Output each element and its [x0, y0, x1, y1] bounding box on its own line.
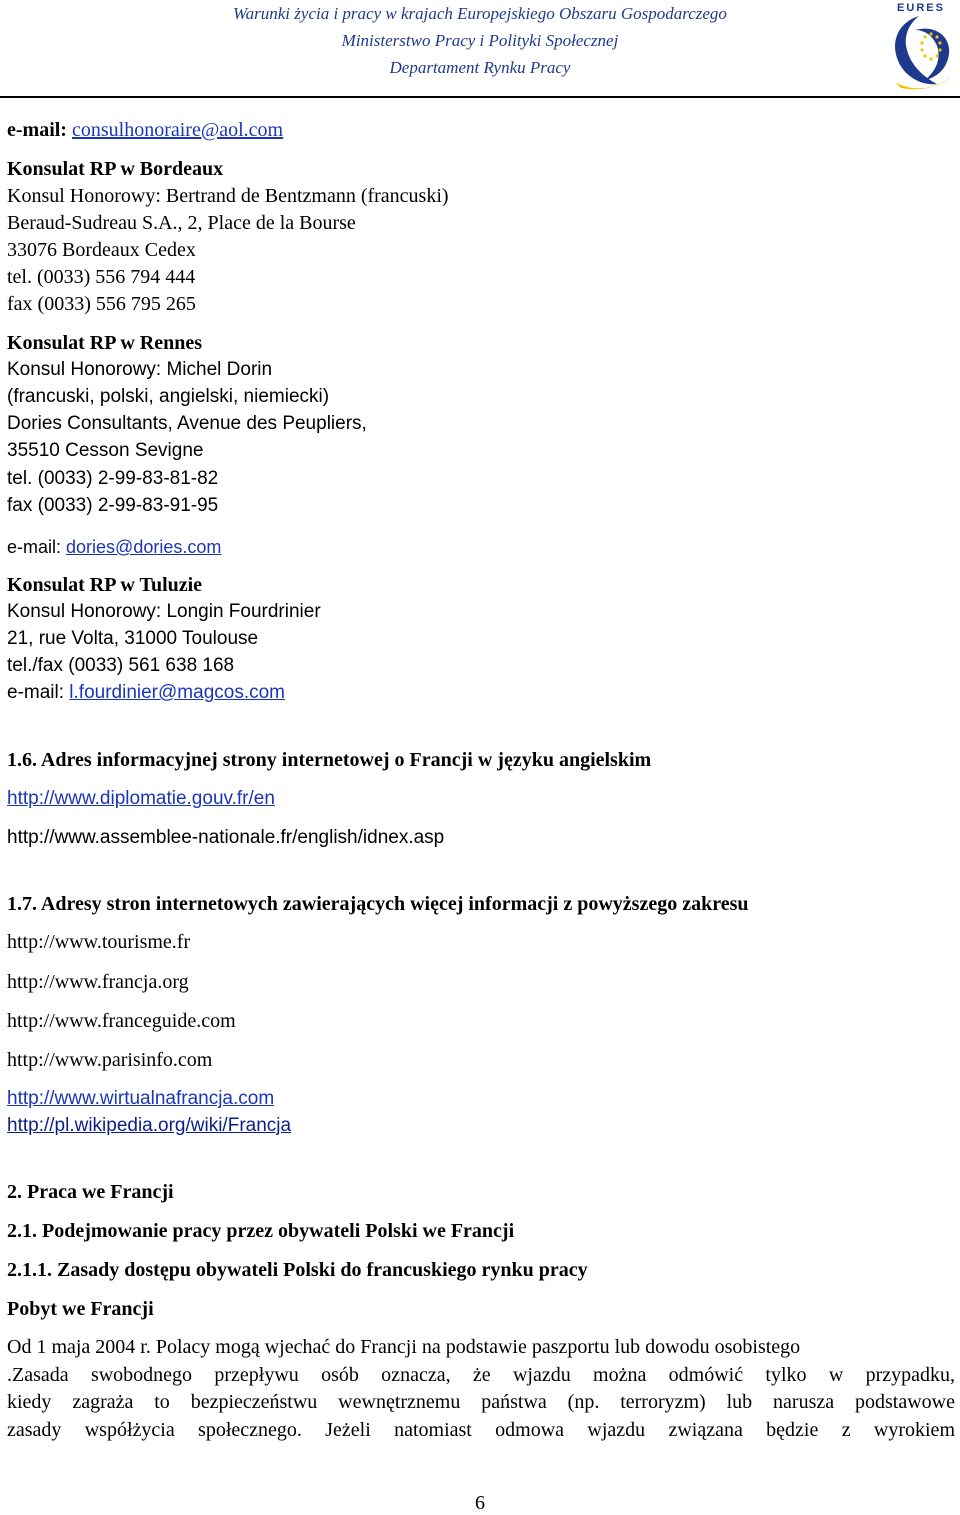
- tuluza-email-line: [7, 681, 285, 705]
- rennes-tel: tel. (0033) 2-99-83-81-82: [7, 468, 219, 489]
- bordeaux-consul: Konsul Honorowy: Bertrand de Bentzmann (francuski): [7, 185, 449, 207]
- rennes-address2: 35510 Cesson Sevigne: [7, 440, 204, 461]
- header-ministry: Ministerstwo Pracy i Polityki Społecznej: [341, 31, 619, 50]
- bordeaux-title: Konsulat RP w Bordeaux: [7, 158, 224, 180]
- diplomatie-link-row: [7, 787, 275, 811]
- tuluza-title: Konsulat RP w Tuluzie: [7, 574, 203, 596]
- rennes-address1: Dories Consultants, Avenue des Peupliers,: [7, 413, 367, 434]
- header-department: Departament Rynku Pracy: [389, 58, 571, 77]
- paragraph-line: .Zasada swobodnego przepływu osób oznacza, że wjazdu można odmówić tylko w przypadku,: [7, 1363, 955, 1386]
- header-title: Warunki życia i pracy w krajach Europejskiego Obszaru Gospodarczego: [233, 4, 727, 23]
- fourdinier-email-link[interactable]: l.fourdinier@magcos.com: [69, 682, 285, 703]
- rennes-languages: (francuski, polski, angielski, niemiecki): [7, 386, 330, 407]
- section-1-7-heading: 1.7. Adresy stron internetowych zawierających więcej informacji z powyższego zakresu: [7, 893, 749, 915]
- page-number: 6: [475, 1492, 485, 1514]
- bordeaux-address1: Beraud-Sudreau S.A., 2, Place de la Bourse: [7, 212, 356, 234]
- paragraph-line: zasady współżycia społecznego. Jeżeli natomiast odmowa wjazdu związana będzie z wyrokiem: [7, 1418, 955, 1441]
- eures-logo-text: EURES: [897, 2, 945, 14]
- email-top-line: [7, 118, 283, 142]
- francja-org-link[interactable]: http://www.francja.org: [7, 971, 189, 993]
- wirtualnafrancja-link-row: [7, 1087, 274, 1111]
- tuluza-email-label: e-mail:: [7, 682, 65, 703]
- email-label: e-mail:: [7, 119, 67, 141]
- paragraph-line: kiedy zagraża to bezpieczeństwu wewnętrznemu państwa (np. terroryzm) lub narusza podstawowe: [7, 1391, 955, 1413]
- tuluza-telfax: tel./fax (0033) 561 638 168: [7, 655, 235, 676]
- parisinfo-link[interactable]: http://www.parisinfo.com: [7, 1049, 213, 1071]
- rennes-email-label: e-mail:: [7, 537, 62, 557]
- bordeaux-tel: tel. (0033) 556 794 444: [7, 266, 196, 288]
- section-2-heading: 2. Praca we Francji: [7, 1181, 174, 1203]
- tourisme-link[interactable]: http://www.tourisme.fr: [7, 931, 191, 953]
- tuluza-address: 21, rue Volta, 31000 Toulouse: [7, 628, 259, 649]
- rennes-consul: Konsul Honorowy: Michel Dorin: [7, 359, 273, 380]
- header-divider: [0, 96, 960, 98]
- pobyt-paragraph: [7, 1334, 955, 1444]
- pobyt-subheading: Pobyt we Francji: [7, 1298, 154, 1320]
- diplomatie-link[interactable]: http://www.diplomatie.gouv.fr/en: [7, 788, 275, 809]
- franceguide-link[interactable]: http://www.franceguide.com: [7, 1010, 236, 1032]
- bordeaux-fax: fax (0033) 556 795 265: [7, 293, 196, 315]
- wikipedia-link-row: [7, 1114, 291, 1138]
- section-2-1-heading: 2.1. Podejmowanie pracy przez obywateli Polski we Francji: [7, 1220, 515, 1242]
- bordeaux-address2: 33076 Bordeaux Cedex: [7, 239, 196, 261]
- consulhonoraire-email-link[interactable]: consulhonoraire@aol.com: [71, 119, 284, 141]
- eures-logo: [885, 0, 957, 92]
- rennes-title: Konsulat RP w Rennes: [7, 332, 203, 354]
- wikipedia-link[interactable]: http://pl.wikipedia.org/wiki/Francja: [7, 1115, 292, 1136]
- dories-email-link[interactable]: dories@dories.com: [66, 537, 222, 557]
- tuluza-consul: Konsul Honorowy: Longin Fourdrinier: [7, 601, 321, 622]
- wirtualnafrancja-link[interactable]: http://www.wirtualnafrancja.com: [7, 1088, 275, 1109]
- section-1-6-heading: 1.6. Adres informacyjnej strony internetowej o Francji w języku angielskim: [7, 749, 652, 771]
- assemblee-link[interactable]: http://www.assemblee-nationale.fr/english/idnex.asp: [7, 827, 445, 848]
- paragraph-line: Od 1 maja 2004 r. Polacy mogą wjechać do Francji na podstawie paszportu lub dowodu osobistego: [7, 1336, 801, 1358]
- page-header: [150, 0, 810, 81]
- rennes-fax: fax (0033) 2-99-83-91-95: [7, 495, 219, 516]
- section-2-1-1-heading: 2.1.1. Zasady dostępu obywateli Polski do francuskiego rynku pracy: [7, 1259, 588, 1281]
- rennes-email-line: [7, 535, 221, 559]
